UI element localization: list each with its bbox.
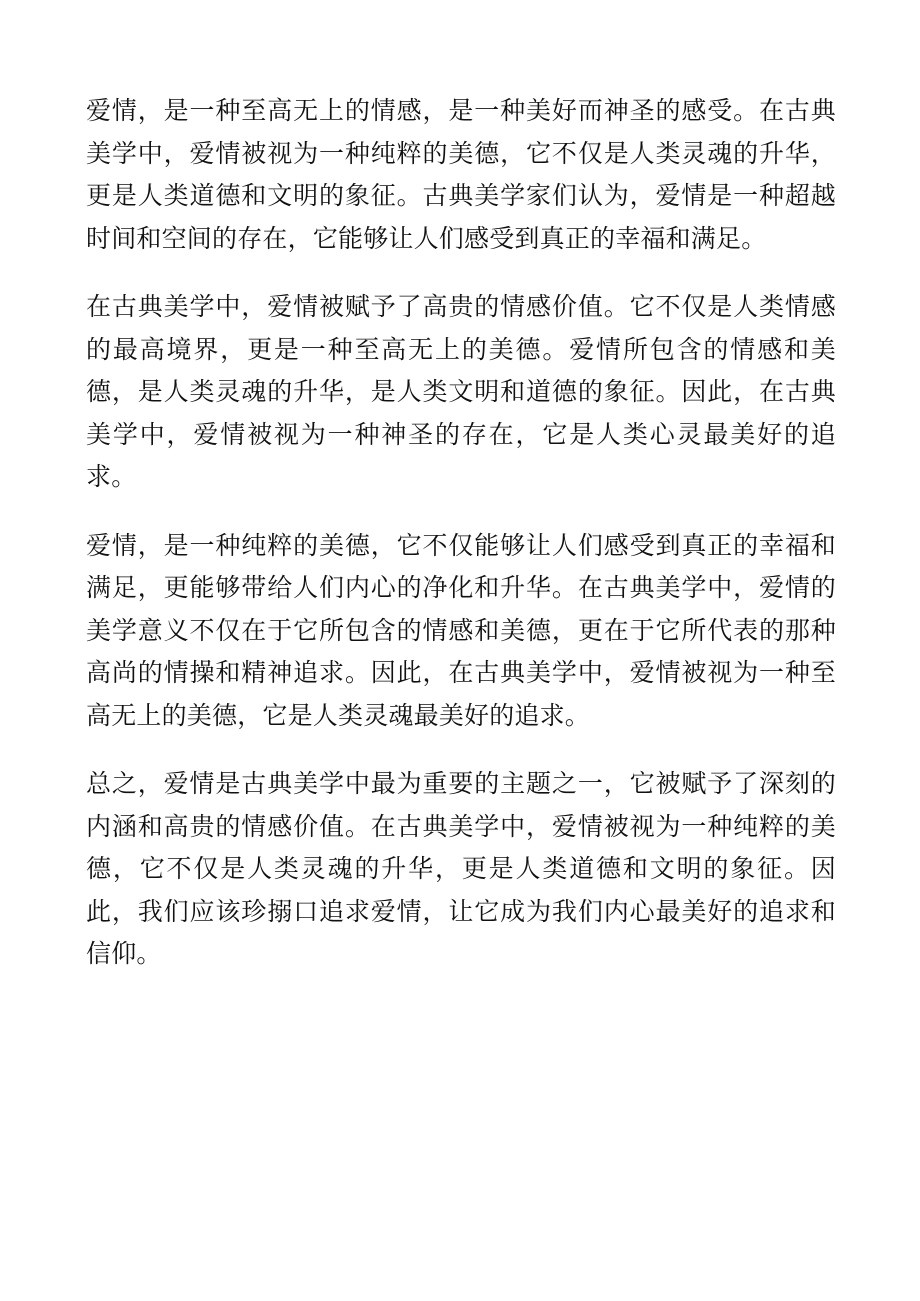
paragraph-1: 爱情，是一种至高无上的情感，是一种美好而神圣的感受。在古典美学中，爱情被视为一种纯粹的美德，它不仅是人类灵魂的升华，更是人类道德和文明的象征。古典美学家们认为，爱情是一种超越时间和空间的存在，它能够让人们感受到真正的幸福和满足。 bbox=[86, 96, 836, 253]
document-body bbox=[86, 90, 836, 1002]
paragraph-4: 总之，爱情是古典美学中最为重要的主题之一，它被赋予了深刻的内涵和高贵的情感价值。在古典美学中，爱情被视为一种纯粹的美德，它不仅是人类灵魂的升华，更是人类道德和文明的象征。因此，我们应该珍搦口追求爱情，让它成为我们内心最美好的追求和信仰。 bbox=[86, 769, 836, 968]
paragraph-3: 爱情，是一种纯粹的美德，它不仅能够让人们感受到真正的幸福和满足，更能够带给人们内心的净化和升华。在古典美学中，爱情的美学意义不仅在于它所包含的情感和美德，更在于它所代表的那种高尚的情操和精神追求。因此，在古典美学中，爱情被视为一种至高无上的美德，它是人类灵魂最美好的追求。 bbox=[86, 530, 836, 730]
paragraph-2: 在古典美学中，爱情被赋予了高贵的情感价值。它不仅是人类情感的最高境界，更是一种至高无上的美德。爱情所包含的情感和美德，是人类灵魂的升华，是人类文明和道德的象征。因此，在古典美学中，爱情被视为一种神圣的存在，它是人类心灵最美好的追求。 bbox=[86, 292, 836, 491]
